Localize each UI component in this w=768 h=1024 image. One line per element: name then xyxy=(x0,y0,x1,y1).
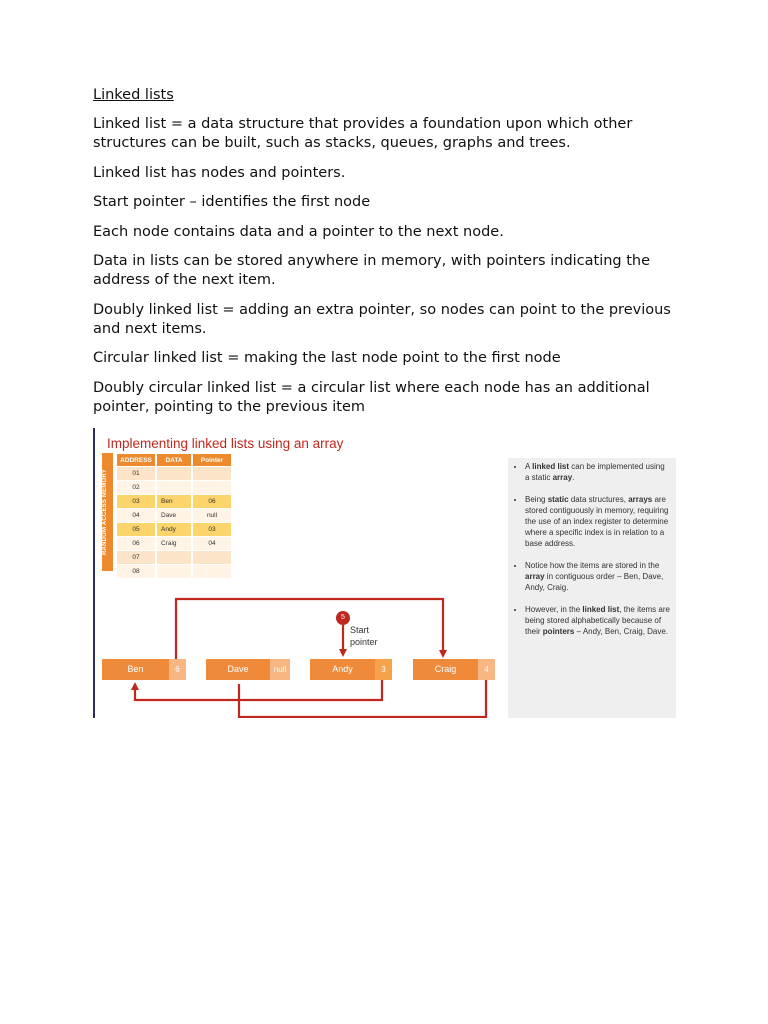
cell-address: 04 xyxy=(117,509,155,522)
cell-address: 07 xyxy=(117,551,155,564)
cell-data: Craig xyxy=(157,537,191,550)
explanation-panel xyxy=(508,458,676,718)
cell-address: 02 xyxy=(117,481,155,494)
header-pointer: Pointer xyxy=(193,454,231,466)
cell-address: 03 xyxy=(117,495,155,508)
memory-label: RANDOM ACCESS MEMORY xyxy=(102,453,113,571)
node-pointer: 3 xyxy=(375,659,392,680)
explanation-item: • Notice how the items are stored in the array in contiguous order – Ben, Dave, Andy, Craig. xyxy=(525,560,670,593)
document-body xyxy=(93,86,693,427)
cell-pointer: 06 xyxy=(193,495,231,508)
start-pointer-badge: 5 xyxy=(336,611,350,625)
page-heading: Linked lists xyxy=(93,87,174,103)
paragraph-memory-storage: Data in lists can be stored anywhere in memory, with pointers indicating the address of the next item. xyxy=(93,253,651,288)
paragraph-nodes-pointers: Linked list has nodes and pointers. xyxy=(93,164,346,181)
node-dave xyxy=(206,659,290,680)
paragraph-doubly-circular: Doubly circular linked list = a circular list where each node has an additional pointer, pointing to the previous item xyxy=(93,379,650,415)
linked-list-array-figure xyxy=(93,428,676,718)
figure-title: Implementing linked lists using an array xyxy=(107,436,344,451)
node-data: Craig xyxy=(413,659,478,680)
cell-pointer: 04 xyxy=(193,537,231,550)
node-data: Andy xyxy=(310,659,375,680)
paragraph-doubly-linked: Doubly linked list = adding an extra pointer, so nodes can point to the previous and next items. xyxy=(93,301,671,337)
header-address: ADDRESS xyxy=(117,454,155,466)
cell-data: Ben xyxy=(157,495,191,508)
node-pointer: null xyxy=(270,659,290,680)
explanation-item: • However, in the linked list, the items are being stored alphabetically because of their pointers – Andy, Ben, Craig, Dave. xyxy=(525,604,670,637)
node-ben xyxy=(102,659,186,680)
node-andy xyxy=(310,659,392,680)
cell-pointer: 03 xyxy=(193,523,231,536)
header-data: DATA xyxy=(157,454,191,466)
node-craig xyxy=(413,659,495,680)
explanation-item: • Being static data structures, arrays are stored contiguously in memory, requiring the use of an index register to determine where a specific index is in relation to a base address. xyxy=(525,494,670,549)
node-pointer: 4 xyxy=(478,659,495,680)
cell-data: Andy xyxy=(157,523,191,536)
cell-pointer: null xyxy=(193,509,231,522)
start-label-line-1: Start xyxy=(350,625,370,635)
paragraph-linked-list-definition: Linked list = a data structure that provides a foundation upon which other structures can be built, such as stacks, queues, graphs and trees. xyxy=(93,116,633,151)
node-data: Ben xyxy=(102,659,169,680)
paragraph-start-pointer: Start pointer – identifies the first node xyxy=(93,194,371,210)
explanation-item: • A linked list can be implemented using a static array. xyxy=(525,461,670,483)
start-label-line-2: pointer xyxy=(350,637,378,647)
paragraph-node-contents: Each node contains data and a pointer to the next node. xyxy=(93,223,504,240)
node-data: Dave xyxy=(206,659,270,680)
cell-address: 06 xyxy=(117,537,155,550)
arrow-andy-to-ben xyxy=(135,680,382,700)
cell-address: 05 xyxy=(117,523,155,536)
explanation-list xyxy=(508,458,676,637)
cell-address: 01 xyxy=(117,467,155,480)
node-pointer: 6 xyxy=(169,659,186,680)
arrow-ben-to-craig xyxy=(176,599,443,660)
cell-data: Dave xyxy=(157,509,191,522)
cell-address: 08 xyxy=(117,565,155,578)
arrow-craig-to-dave xyxy=(239,680,486,717)
paragraph-circular-linked: Circular linked list = making the last node point to the first node xyxy=(93,350,561,366)
start-pointer-label xyxy=(350,624,378,648)
